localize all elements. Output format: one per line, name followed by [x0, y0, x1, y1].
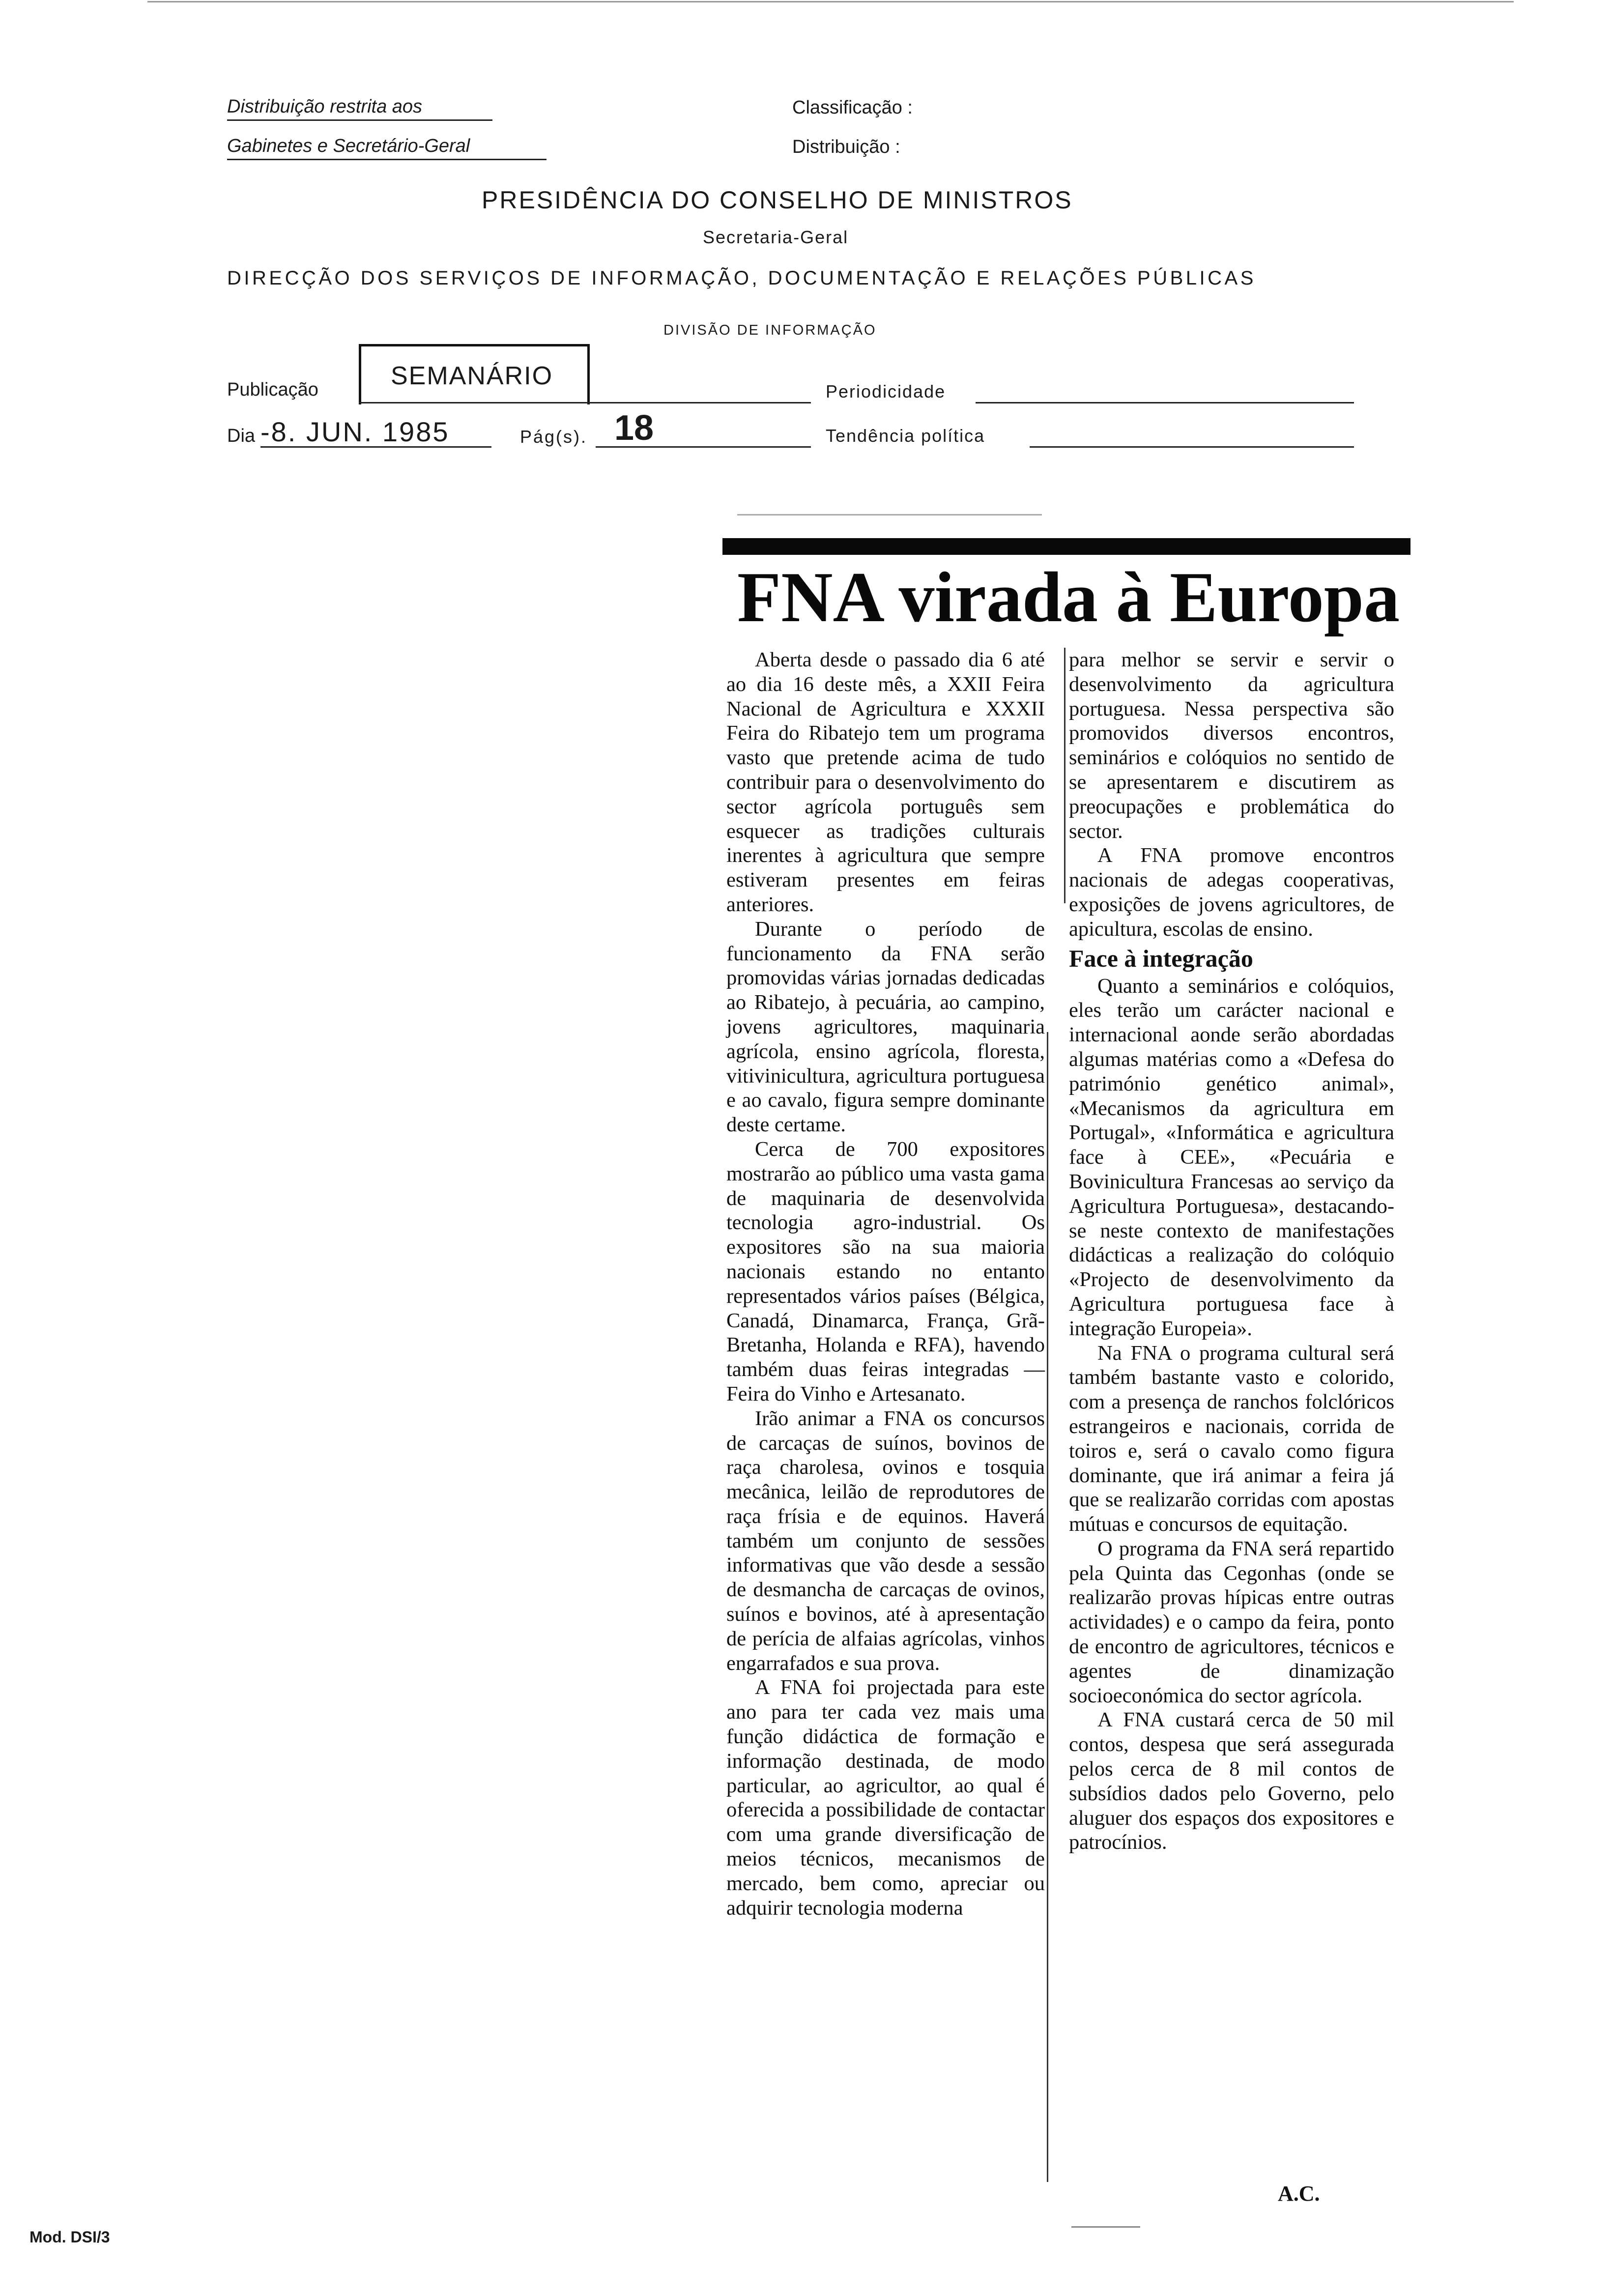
column-rule-bottom: [1047, 1032, 1048, 2182]
article-paragraph: Irão animar a FNA os concursos de carcaças de suínos, bovinos de raça charolesa, ovinos e tosquia mecânica, leilão de reprodutores de raça frísia e de equinos. Haverá também um conjunto de sessões informativas que vão desde a sessão de desmancha de carcaças de ovinos, suínos e bovinos, até à apresentação de perícia de alfaias agrícolas, vinhos engarrafados e sua prova.: [726, 1406, 1045, 1675]
pags-label: Pág(s).: [520, 427, 588, 447]
article-column-1: [726, 648, 1045, 2181]
distribution-restriction-line1: Distribuição restrita aos: [227, 96, 492, 121]
article-paragraph: Cerca de 700 expositores mostrarão ao público uma vasta gama de maquinaria de desenvolvida tecnologia agro-industrial. Os expositores são na sua maioria nacionais estando no entanto representados vários países (Bélgica, Canadá, Dinamarca, França, Grã-Bretanha, Holanda e RFA), havendo também duas feiras integradas — Feira do Vinho e Artesanato.: [726, 1137, 1045, 1406]
publicacao-value: SEMANÁRIO: [391, 362, 553, 390]
secretaria-geral: Secretaria-Geral: [703, 227, 849, 247]
distribution-restriction-line2: Gabinetes e Secretário-Geral: [227, 136, 547, 160]
article-paragraph: A FNA foi projectada para este ano para ter cada vez mais uma função didáctica de formação e informação destinada, de modo particular, ao agricultor, ao qual é oferecida a possibilidade de contactar com uma grande diversificação de meios técnicos, mecanismos de mercado, bem como, apreciar ou adquirir tecnologia moderna: [726, 1676, 1045, 1920]
headline-black-bar: [722, 538, 1410, 555]
form-model-code: Mod. DSI/3: [29, 2228, 110, 2246]
article-paragraph: O programa da FNA será repartido pela Quinta das Cegonhas (onde se realizarão provas hípicas entre outras actividades) e o campo da feira, ponto de encontro de agricultores, técnicos e agentes de dinamização socioeconómica do sector agrícola.: [1069, 1537, 1394, 1707]
periodicidade-label: Periodicidade: [826, 381, 946, 402]
article-paragraph: para melhor se servir e servir o desenvolvimento da agricultura portuguesa. Nessa perspectiva são promovidos diversos encontros, seminários e colóquios no sentido de se apresentarem e discutirem as preocupações e problemática do sector.: [1069, 648, 1394, 843]
article-column-2: [1069, 648, 1394, 2181]
article-signature: A.C.: [1278, 2181, 1320, 2206]
classificacao-label: Classificação :: [792, 97, 913, 118]
clipping-bottom-noise: [1071, 2226, 1140, 2228]
distribuicao-label: Distribuição :: [792, 137, 900, 157]
article-paragraph: Durante o período de funcionamento da FNA serão promovidas várias jornadas dedicadas ao Ribatejo, à pecuária, ao campino, jovens agricultores, maquinaria agrícola, ensino agrícola, floresta, vitivinicultura, agricultura portuguesa e ao cavalo, figura sempre dominante deste certame.: [726, 917, 1045, 1137]
clipping-top-noise: [737, 514, 1042, 516]
publicacao-label: Publicação: [227, 379, 318, 400]
article-paragraph: Na FNA o programa cultural será também bastante vasto e colorido, com a presença de ranchos folclóricos estrangeiros e nacionais, corrida de toiros e, será o cavalo como figura dominante, que irá animar a feira já que se realizarão corridas com apostas mútuas e concursos de equitação.: [1069, 1341, 1394, 1536]
organization-title: PRESIDÊNCIA DO CONSELHO DE MINISTROS: [482, 186, 1073, 214]
publicacao-box: [359, 344, 590, 404]
article-subhead: Face à integração: [1069, 944, 1253, 972]
article-paragraph: A FNA custará cerca de 50 mil contos, despesa que será assegurada pelos cerca de 8 mil contos de subsídios dados pelo Governo, pelo aluguer dos espaços dos expositores e patrocínios.: [1069, 1708, 1394, 1854]
direccao-servicos: DIRECÇÃO DOS SERVIÇOS DE INFORMAÇÃO, DOCUMENTAÇÃO E RELAÇÕES PÚBLICAS: [227, 267, 1256, 289]
dia-label: Dia: [227, 426, 256, 446]
article-paragraph: A FNA promove encontros nacionais de adegas cooperativas, exposições de jovens agricultores, de apicultura, escolas de ensino.: [1069, 844, 1394, 941]
divisao-informacao: DIVISÃO DE INFORMAÇÃO: [663, 322, 877, 338]
dia-value: -8. JUN. 1985: [260, 416, 450, 447]
tendencia-label: Tendência política: [826, 426, 985, 446]
article-headline: FNA virada à Europa: [737, 557, 1400, 637]
article-paragraph: Quanto a seminários e colóquios, eles terão um carácter nacional e internacional aonde serão abordadas algumas matérias como a «Defesa do património genético animal», «Mecanismos da agricultura em Portugal», «Informática e agricultura face à CEE», «Pecuária e Bovinicultura Francesas ao serviço da Agricultura Portuguesa», destacando-se neste contexto de manifestações didácticas a realização do colóquio «Projecto de desenvolvimento da Agricultura portuguesa face à integração Europeia».: [1069, 974, 1394, 1340]
tendencia-underline: [1030, 446, 1354, 448]
scan-top-line: [147, 1, 1514, 2]
pags-underline: [596, 446, 811, 448]
dia-underline: [260, 446, 491, 448]
column-rule-top: [1064, 648, 1065, 903]
pags-value: 18: [614, 408, 654, 448]
article-paragraph: Aberta desde o passado dia 6 até ao dia 16 deste mês, a XXII Feira Nacional de Agricultura e XXXII Feira do Ribatejo tem um programa vasto que pretende acima de tudo contribuir para o desenvolvimento do sector agrícola português sem esquecer as tradições culturais inerentes à agricultura que sempre estiveram presentes em feiras anteriores.: [726, 648, 1045, 916]
periodicidade-underline: [976, 402, 1354, 403]
publicacao-underline: [359, 402, 811, 403]
